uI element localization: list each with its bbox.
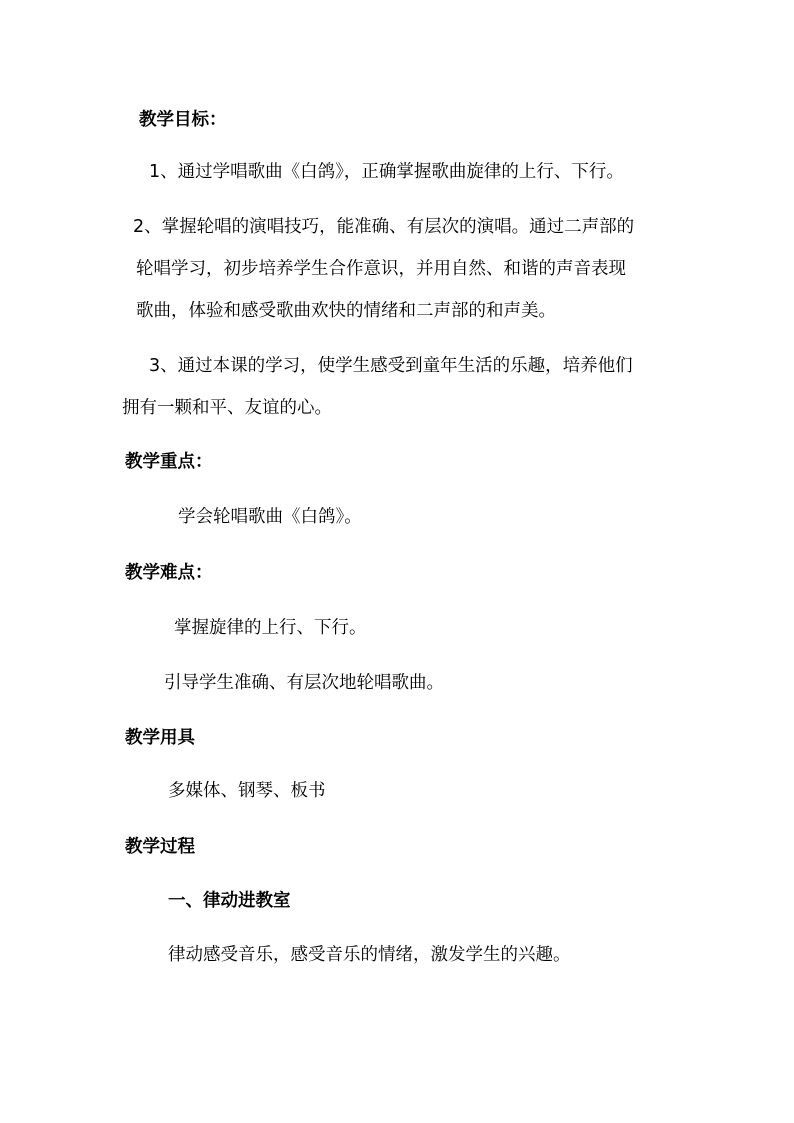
objectives-heading: 教学目标： [139,110,227,130]
objective-3-line-2: 拥有一颗和平、友谊的心。 [122,398,332,418]
objective-2-line-2: 轮唱学习，初步培养学生合作意识，并用自然、和谐的声音表现 [136,259,626,279]
difficulty-2: 引导学生准确、有层次地轮唱歌曲。 [164,673,444,693]
key-point: 学会轮唱歌曲《白鸽》。 [178,507,362,527]
key-points-heading: 教学重点： [125,452,213,472]
difficulties-heading: 教学难点： [125,563,213,583]
difficulty-1: 掌握旋律的上行、下行。 [174,618,367,638]
objective-2-line-1: 2、掌握轮唱的演唱技巧，能准确、有层次的演唱。通过二声部的 [133,217,635,237]
objective-2-line-3: 歌曲，体验和感受歌曲欢快的情绪和二声部的和声美。 [136,301,556,321]
process-step-1-title: 一、律动进教室 [168,891,291,911]
process-heading: 教学过程 [125,837,195,857]
tools-list: 多媒体、钢琴、板书 [168,781,326,801]
tools-heading: 教学用具 [125,728,195,748]
objective-1: 1、通过学唱歌曲《白鸽》，正确掌握歌曲旋律的上行、下行。 [149,162,624,182]
objective-3-line-1: 3、通过本课的学习，使学生感受到童年生活的乐趣，培养他们 [149,356,633,376]
process-step-1-text: 律动感受音乐，感受音乐的情绪，激发学生的兴趣。 [168,945,571,965]
